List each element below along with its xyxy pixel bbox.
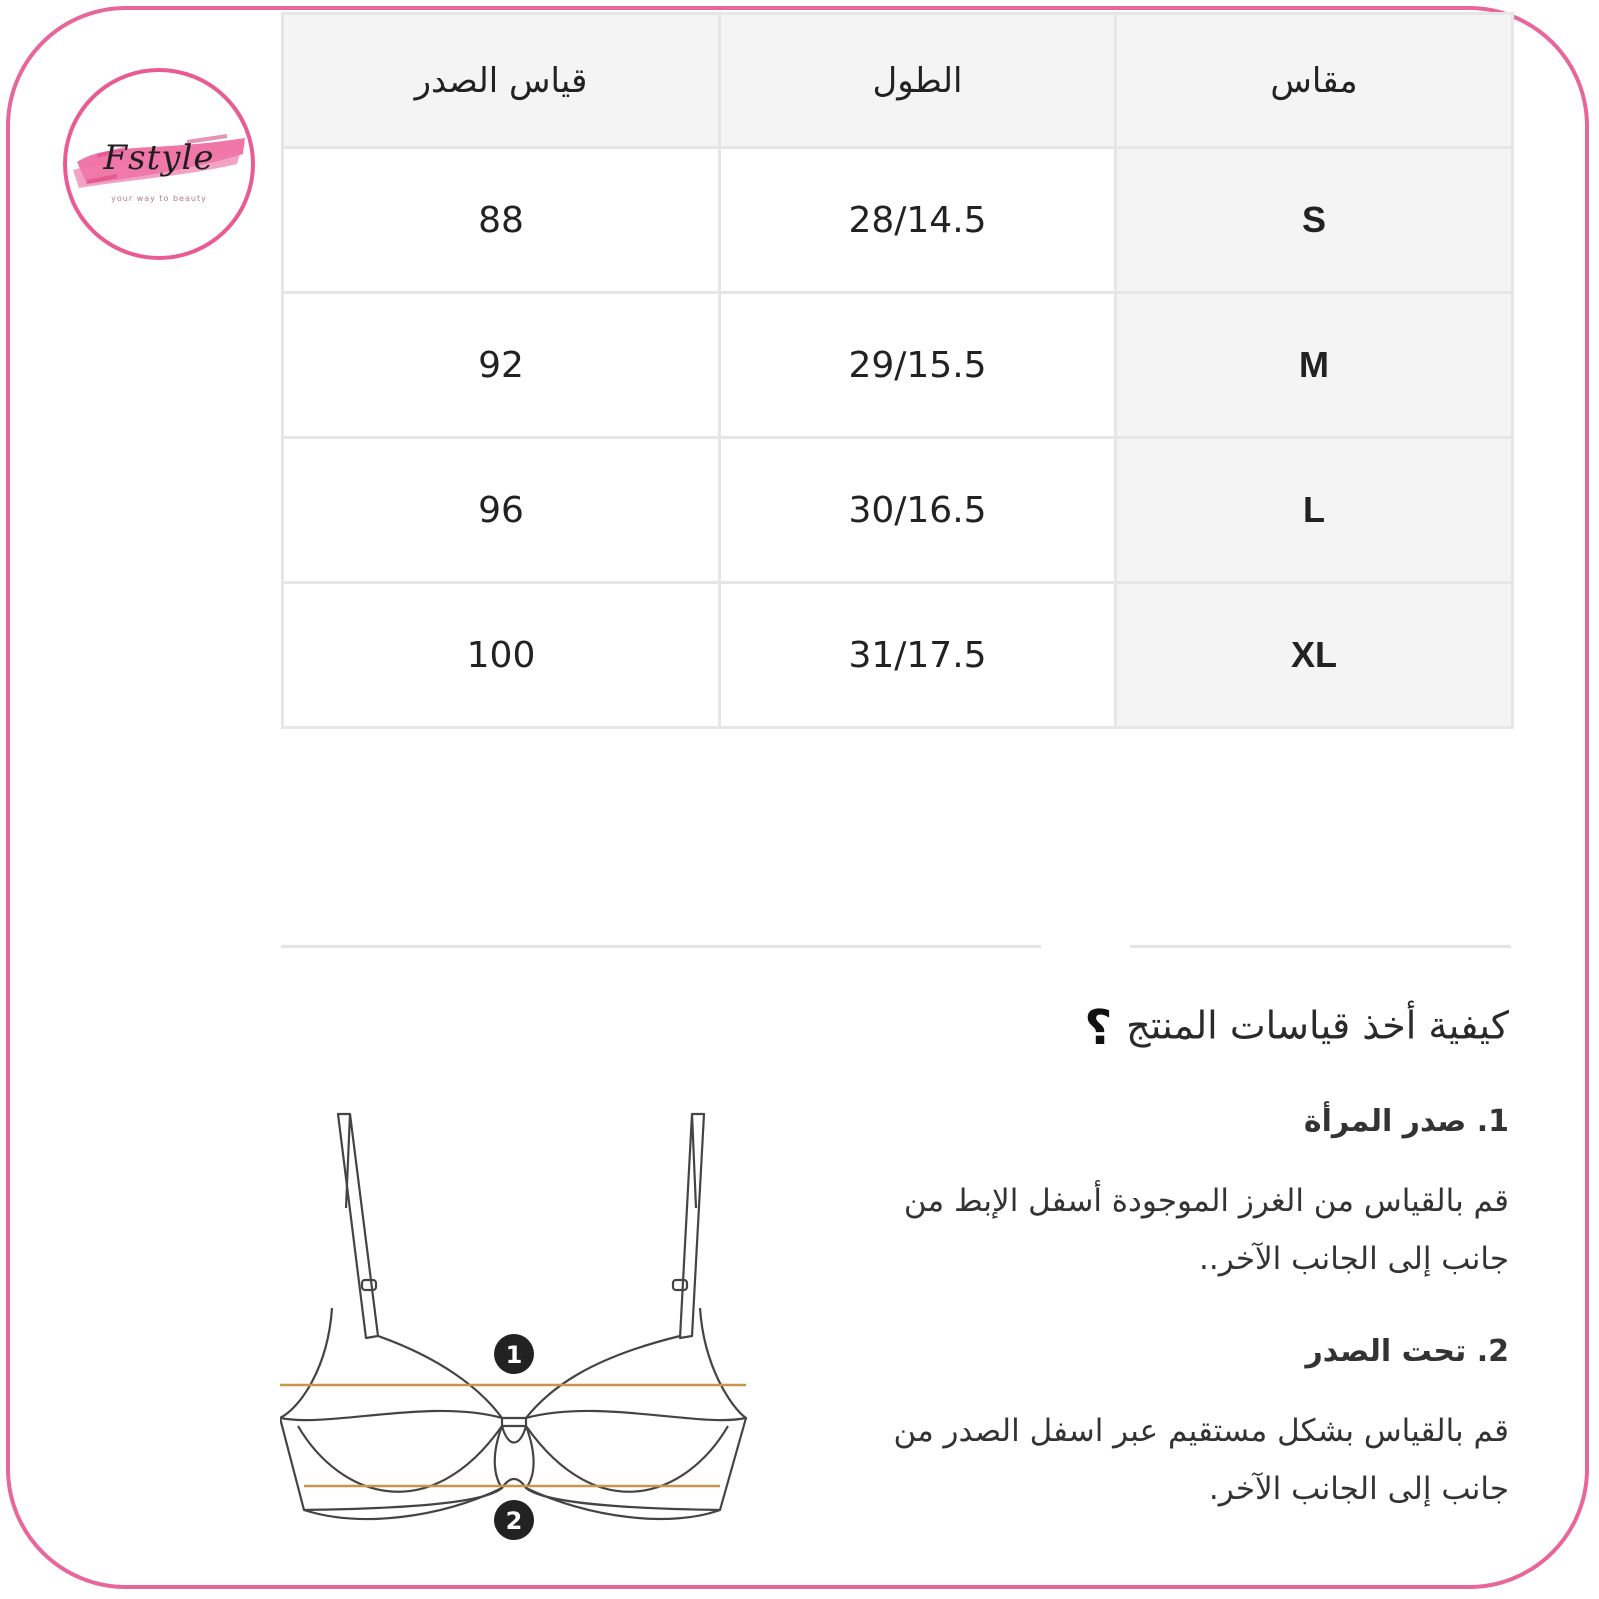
step-1-title: 1. صدر المرأة: [1303, 1104, 1509, 1139]
header-length: الطول: [720, 14, 1116, 148]
section-divider: [1130, 945, 1511, 948]
length-cell: 28/14.5: [720, 148, 1116, 293]
center-gore: [502, 1418, 526, 1426]
guide-title-text: كيفية أخذ قياسات المنتج: [1126, 1003, 1509, 1048]
guide-title: [1084, 1000, 1509, 1056]
bust-cell: 96: [283, 438, 720, 583]
step-2-line-1: قم بالقياس بشكل مستقيم عبر اسفل الصدر من: [893, 1413, 1509, 1449]
size-cell: M: [1116, 293, 1513, 438]
left-strap-adjuster: [362, 1280, 376, 1290]
right-cup: [526, 1308, 746, 1420]
bra-measurement-diagram: [280, 1108, 780, 1578]
table-header-row: [283, 14, 1513, 148]
length-cell: 29/15.5: [720, 293, 1116, 438]
section-divider: [281, 945, 1041, 948]
bust-cell: 100: [283, 583, 720, 728]
right-strap-adjuster: [673, 1280, 687, 1290]
left-cup: [280, 1308, 502, 1420]
header-size: مقاس: [1116, 14, 1513, 148]
table-row: [283, 438, 1513, 583]
step-2-title: 2. تحت الصدر: [1305, 1334, 1509, 1369]
brand-name: Fstyle: [103, 138, 215, 178]
size-cell: XL: [1116, 583, 1513, 728]
left-strap: [338, 1114, 378, 1338]
length-cell: 30/16.5: [720, 438, 1116, 583]
marker-1-label: 1: [505, 1341, 523, 1369]
bust-cell: 92: [283, 293, 720, 438]
marker-2-label: 2: [505, 1507, 523, 1535]
step-1-line-1: قم بالقياس من الغرز الموجودة أسفل الإبط من: [903, 1183, 1509, 1219]
length-cell: 31/17.5: [720, 583, 1116, 728]
header-bust: قياس الصدر: [283, 14, 720, 148]
step-1-description: [849, 1172, 1509, 1288]
table-row: [283, 148, 1513, 293]
step-1-line-2: جانب إلى الجانب الآخر..: [1199, 1241, 1509, 1277]
table-row: [283, 293, 1513, 438]
brand-tagline: your way to beauty: [111, 194, 207, 203]
table-row: [283, 583, 1513, 728]
step-2-line-2: جانب إلى الجانب الآخر.: [1208, 1471, 1509, 1507]
brand-logo: [63, 68, 255, 260]
bust-cell: 88: [283, 148, 720, 293]
size-cell: L: [1116, 438, 1513, 583]
right-strap: [680, 1114, 704, 1338]
step-2-description: [849, 1402, 1509, 1518]
size-chart-table: [281, 12, 1514, 729]
question-mark: ؟: [1084, 1000, 1113, 1056]
size-cell: S: [1116, 148, 1513, 293]
